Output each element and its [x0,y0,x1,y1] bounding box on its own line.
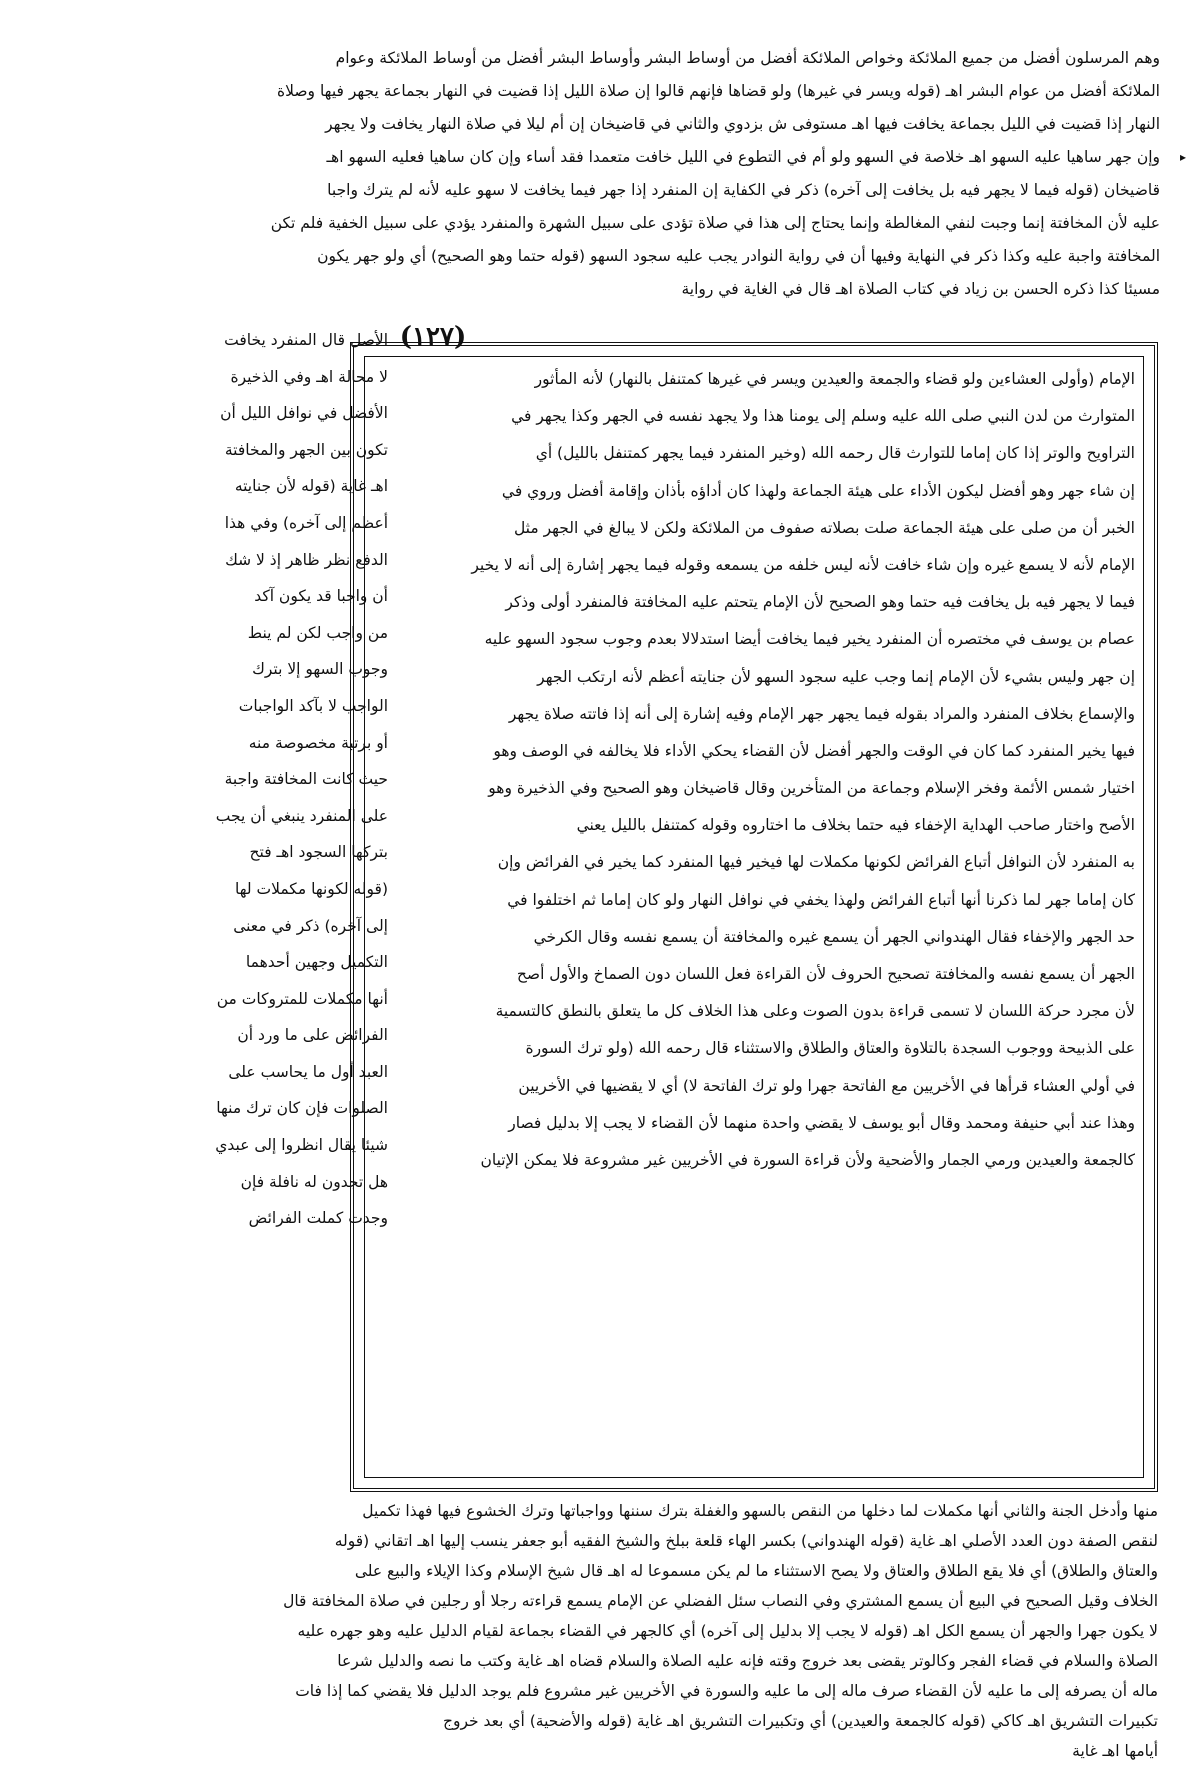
main-text-line: حد الجهر والإخفاء فقال الهندواني الجهر أن يسمع غيره والمخافتة أن يسمع نفسه وقال الكرخي [533,927,1135,946]
main-text-line: فيها يخير المنفرد كما كان في الوقت والجهر أفضل لأن القضاء يحكي الأداء فلا يخالفه في الوصف وهو [493,741,1135,760]
main-text-body [364,356,1144,1478]
main-text-line: إن جهر وليس بشيء لأن الإمام إنما وجب عليه سجود السهو لأن جنايته أعظم لأنه ارتكب الجهر [537,667,1135,686]
commentary-line: وهم المرسلون أفضل من جميع الملائكة وخواص الملائكة أفضل من أوساط البشر وأوساط البشر أفضل من أوساط الملائكة وعوام [335,49,1160,67]
main-text-line: عصام بن يوسف في مختصره أن المنفرد يخير فيما يخافت أيضا استدلالا بعدم وجوب سجود السهو عليه [484,630,1135,649]
commentary-line: الصلاة والسلام في قضاء الفجر وكالوتر يقضى بعد خروج وقته فإنه عليه الصلاة والسلام قضاه اهـ غاية وكتب ما نصه والدليل شرعا [337,1652,1158,1670]
commentary-line: المخافتة واجبة عليه وكذا ذكر في النهاية وفيها أن في رواية النوادر يجب عليه سجود السهو (قوله حتما وهو الصحيح) أي ولو جهر يكون [317,247,1160,265]
margin-line: تكون بين الجهر والمخافتة [224,440,388,459]
commentary-bottom-block [152,1496,1158,1766]
margin-line: الدفع نظر ظاهر إذ لا شك [225,550,388,569]
main-text-line: إن شاء جهر وهو أفضل ليكون الأداء على هيئة الجماعة ولهذا كان أداؤه بأذان وإقامة أفضل وروي في [501,481,1135,500]
commentary-line: الخلاف وقيل الصحيح في البيع أن يسمع المشتري وفي النصاب سئل الفضلي عن الإمام يسمع قراءته رجلا أو رجلين في صلاة المخافتة قال [283,1592,1158,1610]
margin-line: على المنفرد ينبغي أن يجب [215,806,388,825]
commentary-line: منها وأدخل الجنة والثاني أنها مكملات لما دخلها من النقص بالسهو والغفلة بترك سننها وواجباتها وترك الخشوع فيها فهذا تكميل [362,1502,1158,1520]
commentary-line: تكبيرات التشريق اهـ كاكي (قوله كالجمعة والعيدين) أي وتكبيرات التشريق اهـ غاية (قوله والأضحية) أي بعد خروج [442,1712,1158,1730]
commentary-line: النهار إذا قضيت في الليل بجماعة يخافت فيها اهـ مستوفى ش بزدوي والثاني في قاضيخان إن أم ليلا في صلاة النهار يخافت ولا يجهر [325,115,1160,133]
main-text-line: كان إماما جهر لما ذكرنا أنها أتباع الفرائض ولهذا يخفي في نوافل النهار ولو كان إماما ثم اختلفوا في [507,890,1135,909]
margin-line: شيئا يقال انظروا إلى عبدي [215,1136,388,1155]
margin-line: الواجب لا بآكد الواجبات [238,696,388,715]
commentary-line: وإن جهر ساهيا عليه السهو اهـ خلاصة في السهو ولو أم في التطوع في الليل خافت متعمدا فقد أساء وإن كان ساهيا فعليه السهو اهـ [326,148,1160,166]
commentary-line: عليه لأن المخافتة إنما وجبت لنفي المغالطة وإنما يحتاج إلى هذا في صلاة تؤدى على سبيل الشهرة والمنفرد يؤدي على سبيل الخفية فلم تكن [270,214,1160,232]
margin-line: أعظم إلى آخره) وفي هذا [224,513,388,532]
margin-line: وجوب السهو إلا بترك [252,660,388,679]
margin-line: هل تجدون له نافلة فإن [240,1172,388,1191]
main-text-frame [350,342,1158,1492]
margin-line: (قوله لكونها مكملات لها [234,879,388,898]
margin-line: أن واجبا قد يكون آكد [254,587,388,606]
main-text-line: وهذا عند أبي حنيفة ومحمد وقال أبو يوسف لا يقضي واحدة منهما لأن القضاء لا يجب إلا بدليل فصار [508,1113,1135,1132]
main-text-line: الجهر أن يسمع نفسه والمخافتة تصحيح الحروف لأن القراءة فعل اللسان دون الصماخ والأول أصح [516,965,1135,983]
main-text-line: المتوارث من لدن النبي صلى الله عليه وسلم إلى يومنا هذا ولا يجهد نفسه في الجهر وكذا يجهر في [511,407,1135,426]
commentary-top-block [160,42,1160,306]
main-text-line: به المنفرد لأن النوافل أتباع الفرائض لكونها مكملات لها فيخير فيها المنفرد كما يخير في الفرائض وإن [497,853,1135,872]
margin-line: التكميل وجهين أحدهما [245,953,388,972]
main-text-line: الإمام (وأولى العشاءين ولو قضاء والجمعة والعيدين ويسر في غيرها كمتنفل بالنهار) لأنه المأثور [534,370,1135,388]
commentary-line: قاضيخان (قوله فيما لا يجهر فيه بل يخافت إلى آخره) ذكر في الكفاية إن المنفرد إذا جهر فيما يخافت لا سهو عليه لأنه لم يترك واجبا [327,181,1160,199]
main-text-line: في أولي العشاء قرأها في الأخريين مع الفاتحة جهرا ولو ترك الفاتحة لا) أي لا يقضيها في الأخريين [518,1076,1135,1095]
margin-line: بتركها السجود اهـ فتح [249,843,388,862]
main-text-line: لأن مجرد حركة اللسان لا تسمى قراءة بدون الصوت وعلى هذا الخلاف كل ما يتعلق بالنطق كالتسمية [495,1002,1135,1021]
margin-line: أنها مكملات للمتروكات من [216,989,388,1008]
margin-line: الفرائض على ما ورد أن [237,1026,388,1045]
main-text-line: التراويح والوتر إذا كان إماما للتوارث قال رحمه الله (وخير المنفرد فيما يجهر كمتنفل بالليل) أي [535,444,1135,463]
margin-line: الصلوات فإن كان ترك منها [216,1099,388,1118]
margin-line: لا محالة اهـ وفي الذخيرة [230,367,388,386]
main-text-line: الإمام لأنه لا يسمع غيره وإن شاء خافت لأنه ليس خلفه من يسمعه وقوله فيما يجهر إشارة إلى أنه لا يخير [471,555,1135,574]
commentary-line: الملائكة أفضل من عوام البشر اهـ (قوله ويسر في غيرها) ولو قضاها فإنهم قالوا إن صلاة الليل إذا قضيت في النهار بجماعة يجهر فيها وصلاة [277,82,1160,100]
main-text-line: فيما لا يجهر فيه بل يخافت فيه حتما وهو الصحيح لأن الإمام يتحتم عليه المخافتة فالمنفرد أولى وذكر [505,593,1135,612]
main-text-line: الأصح واختار صاحب الهداية الإخفاء فيه حتما بخلاف ما اختاروه وقوله كمتنفل بالليل يعني [576,816,1135,835]
commentary-line: ماله أن يصرفه إلى ما عليه لأن القضاء صرف ماله إلى ما عليه والسورة في الأخريين غير مشروع فلم يوجد الدليل فلا يقضي كما إذا فات [295,1682,1158,1700]
margin-line: العبد أول ما يحاسب على [228,1062,388,1081]
commentary-line: لنقص الصفة دون العدد الأصلي اهـ غاية (قوله الهندواني) بكسر الهاء قلعة ببلخ والشيخ الفقيه أبو جعفر ينسب إليها اهـ اتقاني (قوله [334,1532,1158,1550]
main-text-line: على الذبيحة ووجوب السجدة بالتلاوة والعتاق والطلاق والاستثناء قال رحمه الله (ولو ترك السورة [525,1039,1135,1058]
margin-line: حيث كانت المخافتة واجبة [224,770,388,789]
commentary-line: والعتاق والطلاق) أي فلا يقع الطلاق والعتاق ولا يصح الاستثناء ما لم يكن مسموعا له اهـ قال شيخ الإسلام وكذا الإيلاء والبيع على [354,1562,1158,1580]
edge-mark: ▸ [1180,150,1187,164]
main-text-line: والإسماع بخلاف المنفرد والمراد بقوله فيما يجهر جهر الإمام وفيه إشارة إلى أنه إذا فاتته صلاة يجهر [508,704,1135,723]
main-text-line: اختيار شمس الأئمة وفخر الإسلام وجماعة من المتأخرين وقال قاضيخان وهو الصحيح وفي الذخيرة وهو [488,779,1135,798]
main-text-line: كالجمعة والعيدين ورمي الجمار والأضحية ولأن قراءة السورة في الأخريين غير مشروعة فلا يمكن الإتيان [480,1150,1135,1169]
margin-line: الأفضل في نوافل الليل أن [220,404,388,423]
main-text-line: الخبر أن من صلى على هيئة الجماعة صلت بصلاته صفوف من الملائكة ولكن لا يبالغ في الجهر مثل [513,518,1135,537]
commentary-line: أيامها اهـ غاية [1072,1742,1158,1760]
margin-line: من واجب لكن لم ينط [247,623,388,642]
margin-line: إلى آخره) ذكر في معنى [233,916,388,935]
margin-line: الأصل قال المنفرد يخافت [224,331,388,349]
margin-line: أو برتبة مخصوصة منه [248,733,388,752]
commentary-line: لا يكون جهرا والجهر أن يسمع الكل اهـ (قوله لا يجب إلا بدليل إلى آخره) أي كالجهر في القضاء بجماعة لقيام الدليل عليه وهو جهره عليه [297,1622,1158,1640]
page-number: (١٢٧) [399,322,467,352]
margin-line: وجدت كملت الفرائض [248,1209,388,1228]
commentary-line: مسيئا كذا ذكره الحسن بن زياد في كتاب الصلاة اهـ قال في الغاية في رواية [681,280,1160,298]
margin-line: اهـ غاية (قوله لأن جنايته [234,477,388,496]
